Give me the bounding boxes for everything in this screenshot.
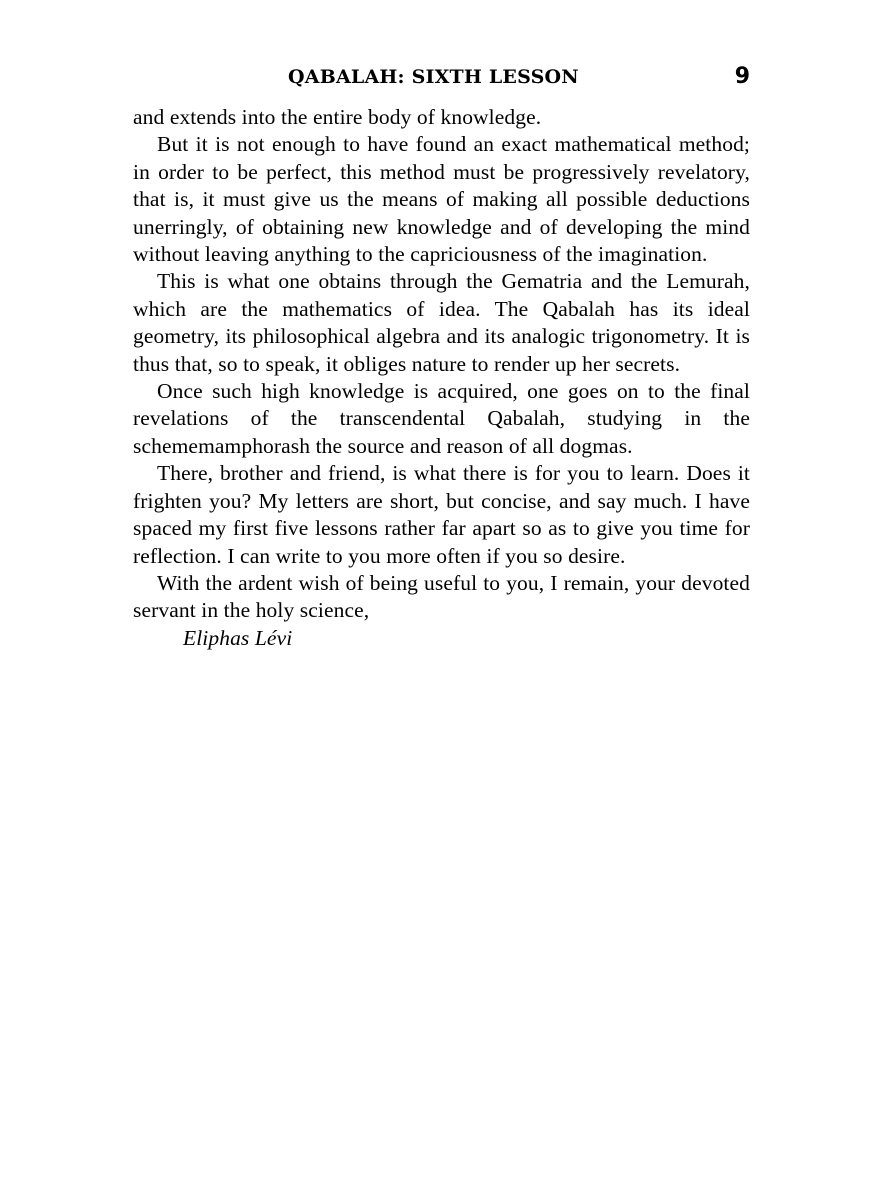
paragraph-gematria: This is what one obtains through the Gematria and the Lemurah, which are the mathematics of idea. The Qabalah has its ideal geometry, its philosophical algebra and its analogic trigonometry. It is thus that, so to speak, it obliges nature to render up her secrets. — [133, 269, 750, 376]
page-number: 9 — [734, 64, 750, 89]
book-page — [133, 66, 750, 652]
paragraph-continuation: and extends into the entire body of knowledge. — [133, 105, 542, 129]
signature: Eliphas Lévi — [183, 625, 293, 650]
body-text — [133, 104, 750, 652]
paragraph-closing: With the ardent wish of being useful to you, I remain, your devoted servant in the holy science, — [133, 570, 750, 623]
page-header — [133, 66, 750, 104]
running-title: QABALAH: SIXTH LESSON — [288, 66, 579, 88]
paragraph-method: But it is not enough to have found an exact mathematical method; in order to be perfect, this method must be progressively revelatory, that is, it must give us the means of making all possible deductions unerringly, of obtaining new knowledge and of developing the mind without leaving anything to the capriciousness of the imagination. — [133, 132, 750, 267]
paragraph-revelations: Once such high knowledge is acquired, one goes on to the final revelations of the transcendental Qabalah, studying in the schememamphorash the source and reason of all dogmas. — [133, 379, 750, 458]
paragraph-learn: There, brother and friend, is what there is for you to learn. Does it frighten you? My letters are short, but concise, and say much. I have spaced my first five lessons rather far apart so as to give you time for reflection. I can write to you more often if you so desire. — [133, 461, 750, 568]
